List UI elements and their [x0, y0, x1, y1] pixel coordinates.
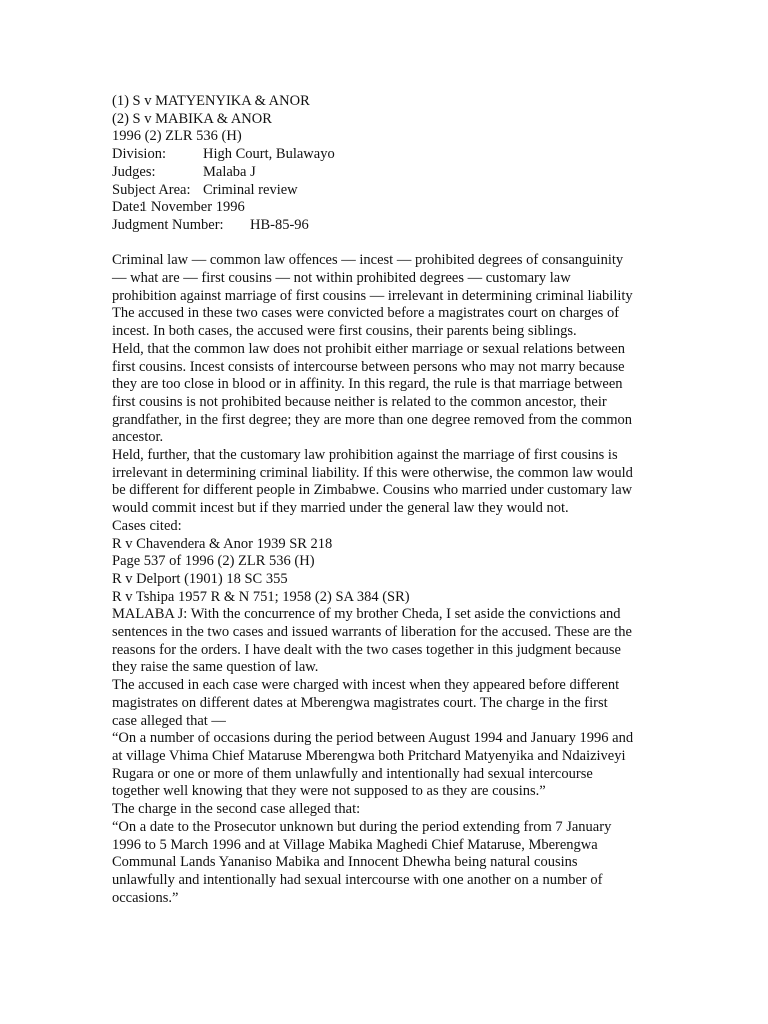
judgment-number-row: [112, 217, 662, 235]
case-title-2: (2) S v MABIKA & ANOR: [112, 110, 272, 127]
quoted-charge-line: at village Vhima Chief Mataruse Mberengwa both Pritchard Matyenyika and Ndaiziveyi: [112, 748, 626, 764]
headnote-line: grandfather, in the first degree; they are more than one degree removed from the common: [112, 411, 632, 428]
judges-value: Malaba J: [203, 163, 256, 180]
cited-case: R v Delport (1901) 18 SC 355: [112, 570, 288, 587]
judges-label: Judges:: [112, 163, 156, 180]
case-header: [112, 93, 662, 235]
headnote-line: Held, further, that the customary law prohibition against the marriage of first cousins is: [112, 447, 618, 464]
headnote-line: irrelevant in determining criminal liability. If this were otherwise, the common law would: [112, 464, 633, 481]
judgment-line: The charge in the second case alleged that:: [112, 801, 361, 818]
judgment-line: they raise the same question of law.: [112, 659, 319, 676]
judgment-line: MALABA J: With the concurrence of my brother Cheda, I set aside the convictions and: [112, 606, 621, 623]
headnote-line: ancestor.: [112, 429, 164, 446]
headnote-line: The accused in these two cases were convicted before a magistrates court on charges of: [112, 305, 620, 322]
judgment-line: magistrates on different dates at Mberengwa magistrates court. The charge in the first: [112, 694, 608, 711]
headnote-line: Criminal law — common law offences — incest — prohibited degrees of consanguinity: [112, 252, 624, 269]
case-citation: 1996 (2) ZLR 536 (H): [112, 128, 242, 145]
date-label: Date:: [112, 199, 144, 216]
division-value: High Court, Bulawayo: [203, 146, 335, 163]
cited-case: R v Chavendera & Anor 1939 SR 218: [112, 535, 333, 552]
quoted-charge-line: “On a date to the Prosecutor unknown but during the period extending from 7 January: [112, 818, 612, 835]
judgment-number-value: HB-85-96: [250, 216, 309, 233]
headnote-line: — what are — first cousins — not within prohibited degrees — customary law: [112, 270, 571, 287]
division-label: Division:: [112, 146, 166, 163]
date-value: 1 November 1996: [140, 199, 245, 216]
headnote-line: first cousins. Incest consists of intercourse between persons who may not marry because: [112, 358, 625, 375]
cases-cited-label: Cases cited:: [112, 517, 182, 534]
headnote: [112, 252, 662, 518]
document-page: [112, 93, 662, 907]
date-row: [112, 199, 662, 217]
case-title-1: (1) S v MATYENYIKA & ANOR: [112, 93, 310, 109]
judgment-number-label: Judgment Number:: [112, 216, 224, 233]
subject-label: Subject Area:: [112, 181, 191, 198]
section-gap: [112, 235, 662, 253]
subject-row: [112, 182, 662, 200]
headnote-line: they are too close in blood or in affinity. In this regard, the rule is that marriage between: [112, 376, 623, 393]
quoted-charge-line: together well knowing that they were not supposed to as they are cousins.”: [112, 783, 546, 800]
judges-row: [112, 164, 662, 182]
headnote-line: incest. In both cases, the accused were first cousins, their parents being siblings.: [112, 323, 577, 340]
headnote-line: would commit incest but if they married under the general law they would not.: [112, 500, 569, 517]
division-row: [112, 146, 662, 164]
headnote-line: Held, that the common law does not prohibit either marriage or sexual relations between: [112, 340, 625, 357]
quoted-charge-line: unlawfully and intentionally had sexual intercourse with one another on a number of: [112, 871, 603, 888]
quoted-charge-line: Communal Lands Yananiso Mabika and Innocent Dhewha being natural cousins: [112, 854, 578, 871]
page-reference: Page 537 of 1996 (2) ZLR 536 (H): [112, 553, 315, 570]
judgment-line: reasons for the orders. I have dealt with the two cases together in this judgment because: [112, 641, 621, 658]
judgment-line: The accused in each case were charged with incest when they appeared before different: [112, 677, 620, 694]
subject-value: Criminal review: [203, 181, 298, 198]
cases-cited: [112, 518, 662, 607]
judgment-body: [112, 606, 662, 907]
quoted-charge-line: 1996 to 5 March 1996 and at Village Mabika Maghedi Chief Mataruse, Mberengwa: [112, 836, 598, 853]
cited-case: R v Tshipa 1957 R & N 751; 1958 (2) SA 384 (SR): [112, 588, 410, 605]
headnote-line: first cousins is not prohibited because neither is related to the common ancestor, their: [112, 393, 607, 410]
judgment-line: sentences in the two cases and issued warrants of liberation for the accused. These are the: [112, 624, 632, 641]
quoted-charge-line: “On a number of occasions during the period between August 1994 and January 1996 and: [112, 730, 634, 747]
headnote-line: prohibition against marriage of first cousins — irrelevant in determining criminal liability: [112, 287, 633, 304]
headnote-line: be different for different people in Zimbabwe. Cousins who married under customary law: [112, 482, 633, 499]
quoted-charge-line: Rugara or one or more of them unlawfully and intentionally had sexual intercourse: [112, 765, 593, 782]
judgment-line: case alleged that —: [112, 712, 226, 729]
quoted-charge-line: occasions.”: [112, 889, 179, 906]
